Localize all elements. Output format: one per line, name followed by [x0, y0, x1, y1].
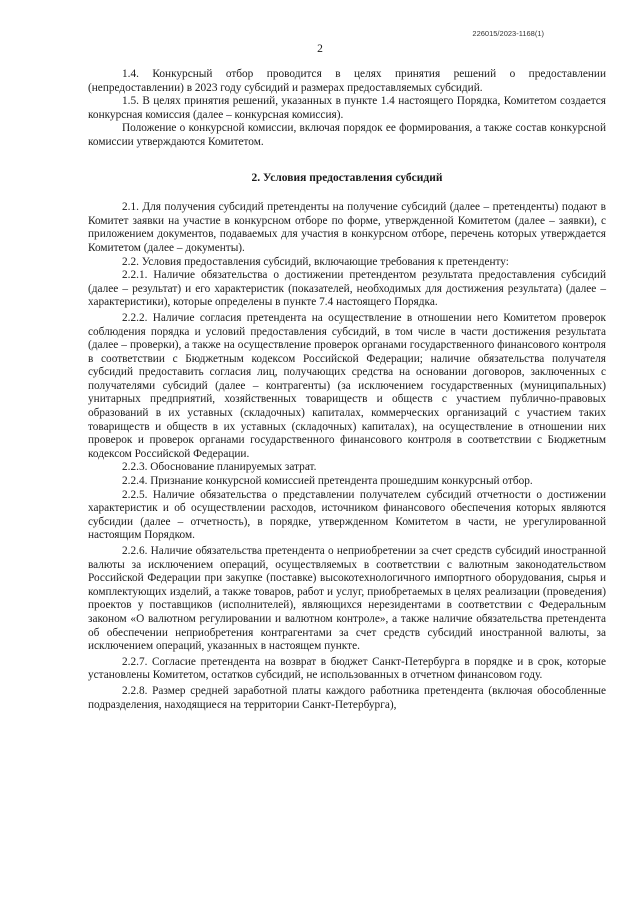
paragraph-2-2: 2.2. Условия предоставления субсидий, включающие требования к претенденту:: [122, 255, 509, 268]
page-number: 2: [317, 43, 323, 55]
paragraph-2-2-7: 2.2.7. Согласие претендента на возврат в бюджет Санкт-Петербурга в порядке и в срок, которые установлены Комитетом, остатков субсидий, не использованных в отчетном финансовом году.: [88, 655, 606, 682]
paragraph-1-4: 1.4. Конкурсный отбор проводится в целях принятия решений о предоставлении (непредоставлении) в 2023 году субсидий и размерах предоставляемых субсидий.: [88, 68, 606, 94]
document-id: 226015/2023-1168(1): [472, 29, 544, 38]
paragraph-1-5: 1.5. В целях принятия решений, указанных в пункте 1.4 настоящего Порядка, Комитетом создается конкурсная комиссия (далее – конкурсная комиссия).: [88, 95, 606, 121]
paragraph-2-2-2: 2.2.2. Наличие согласия претендента на осуществление в отношении него Комитетом проверок соблюдения порядка и условий предоставления субсидий, в том числе в части достижения результата (далее – проверки), а также на осуществление проверок органами государственного финансового контроля в соответствии с Бюджетным кодексом Российской Федерации; наличие обязательства получателя субсидий предоставить согласия лиц, получающих средства на основании договоров, заключенных с получателями субсидий (далее – контрагенты) (за исключением государственных (муниципальных) унитарных предприятий, хозяйственных товариществ и обществ с участием публично-правовых образований в их уставных (складочных) капиталах, коммерческих организаций с участием таких товариществ и обществ в их уставных (складочных) капиталах), на осуществление в отношении них проверок и проверок органами государственного финансового контроля в соответствии с Бюджетным кодексом Российской Федерации.: [88, 311, 606, 460]
paragraph-2-2-3: 2.2.3. Обоснование планируемых затрат.: [122, 461, 317, 474]
paragraph-2-2-8: 2.2.8. Размер средней заработной платы каждого работника претендента (включая обособленные подразделения, находящиеся на территории Санкт-Петербурга),: [88, 684, 606, 711]
paragraph-commission-regulation: Положение о конкурсной комиссии, включая порядок ее формирования, а также состав конкурсной комиссии утверждаются Комитетом.: [88, 122, 606, 148]
paragraph-2-2-6: 2.2.6. Наличие обязательства претендента о неприобретении за счет средств субсидий иностранной валюты за исключением операций, осуществляемых в соответствии с валютным законодательством Российской Федерации при закупке (поставке) высокотехнологичного импортного оборудования, сырья и комплектующих изделий, а также товаров, работ и услуг, приобретаемых в целях реализации (проведения) проектов у поставщиков (исполнителей), являющихся нерезидентами в соответствии с Федеральным законом «О валютном регулировании и валютном контроле», а также наличие обязательства претендента об обеспечении неприобретения контрагентами за счет средств субсидий иностранной валюты, за исключением операций, указанных в настоящем пункте.: [88, 545, 606, 653]
paragraph-2-1: 2.1. Для получения субсидий претенденты на получение субсидий (далее – претенденты) подают в Комитет заявки на участие в конкурсном отборе по форме, утвержденной Комитетом (далее – заявки), с приложением документов, подаваемых для участия в конкурсном отборе, перечень которых утверждается Комитетом (далее – документы).: [88, 201, 606, 254]
document-body: [88, 68, 606, 712]
paragraph-2-2-5: 2.2.5. Наличие обязательства о представлении получателем субсидий отчетности о достижении характеристик и об осуществлении расходов, источником финансового обеспечения которых являются субсидии (далее – отчетность), в порядке, утвержденном Комитетом в части, не урегулированной настоящим Порядком.: [88, 488, 606, 542]
paragraph-2-2-1: 2.2.1. Наличие обязательства о достижении претендентом результата предоставления субсидий (далее – результат) и его характеристик (показателей, необходимых для достижения результата) (далее – характеристики), которые определены в пункте 7.4 настоящего Порядка.: [88, 269, 606, 309]
section-heading: 2. Условия предоставления субсидий: [251, 171, 443, 184]
paragraph-2-2-4: 2.2.4. Признание конкурсной комиссией претендента прошедшим конкурсный отбор.: [122, 475, 533, 488]
